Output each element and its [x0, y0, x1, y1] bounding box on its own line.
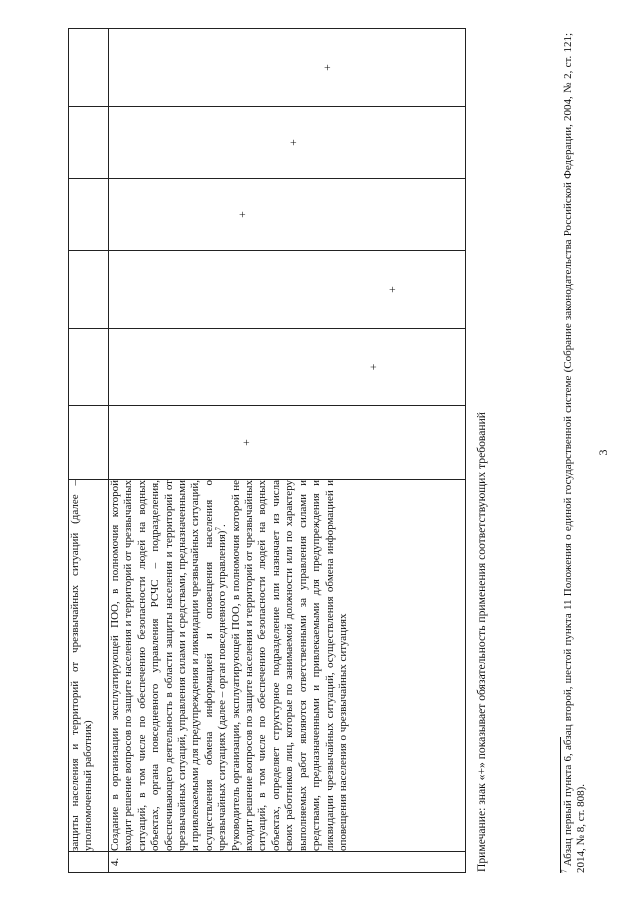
table-row	[69, 29, 109, 873]
mark-cell	[69, 179, 109, 251]
mark-cell	[69, 406, 109, 480]
footnote-reference: 7	[214, 527, 223, 531]
mark-cell	[109, 406, 466, 480]
requirement-paragraph-2: Руководитель организации, эксплуатирующей ПОО, в полномочия которой не входит решение вопросов по защите населения и территорий от чрезвычайных ситуаций, в том числе по обеспечению безопасности людей на водных объектах, определяет структурное подразделение или назначает из числа своих работников лиц, которые по занимаемой должности или по характеру выполняемых работ являются ответственными за управления силами и средствами, предназначенными и привлекаемыми для предупреждения и ликвидации чрезвычайных ситуаций, осуществления обмена информацией и оповещения населения о чрезвычайных ситуациях	[229, 480, 349, 851]
page-number: 3	[596, 449, 610, 456]
requirement-paragraph-1	[109, 480, 230, 851]
requirement-text: защиты населения и территорий от чрезвычайных ситуаций (далее – уполномоченный работник)	[69, 480, 95, 851]
mark-cell	[69, 29, 109, 107]
paragraph-text: Создание в организации эксплуатирующей ПОО, в полномочия которой входит решение вопросов по защите населения и территорий от чрезвычайных ситуаций, в том числе по обеспечению безопасности людей на водных объектах, органа повседневного управления РСЧС – подразделения, обеспечивающего деятельность в области защиты населения и территорий от чрезвычайных ситуаций, управления силами и средствами, предназначенными и привлекаемыми для предупреждения и ликвидации чрезвычайных ситуаций, осуществления обмена информацией и оповещения населения о чрезвычайных ситуациях (далее – орган повседневного управления)	[109, 480, 229, 851]
row-number-cell	[69, 852, 109, 873]
footnote-separator	[560, 737, 561, 873]
requirement-text-cell	[69, 480, 109, 852]
row-number-cell: 4.	[109, 852, 466, 873]
mark-cell	[69, 329, 109, 406]
plus-mark: +	[239, 439, 253, 446]
mark-cell	[109, 329, 466, 406]
footnote	[562, 33, 589, 873]
plus-mark: +	[235, 211, 249, 218]
mark-cell	[109, 251, 466, 329]
plus-mark: +	[286, 139, 300, 146]
footnote-mark: 7	[560, 869, 569, 873]
mark-cell	[69, 251, 109, 329]
mark-cell	[109, 107, 466, 179]
paragraph-end: .	[216, 524, 229, 528]
plus-mark: +	[320, 64, 334, 71]
table-row	[109, 29, 466, 873]
requirement-text-cell	[109, 480, 466, 852]
mark-cell	[109, 179, 466, 251]
plus-mark: +	[385, 286, 399, 293]
mark-cell	[109, 29, 466, 107]
table-note: Примечание: знак «+» показывает обязательность применения соответствующих требований	[475, 412, 488, 872]
plus-mark: +	[366, 363, 380, 371]
requirements-table	[68, 28, 466, 873]
footnote-text: Абзац первый пункта 6, абзац второй, шестой пункта 11 Положения о единой государственной системе (Собрание законодательства Российской Федерации, 2004, № 2, ст. 121; 2014, № 8, ст. 808).	[562, 32, 588, 873]
mark-cell	[69, 107, 109, 179]
